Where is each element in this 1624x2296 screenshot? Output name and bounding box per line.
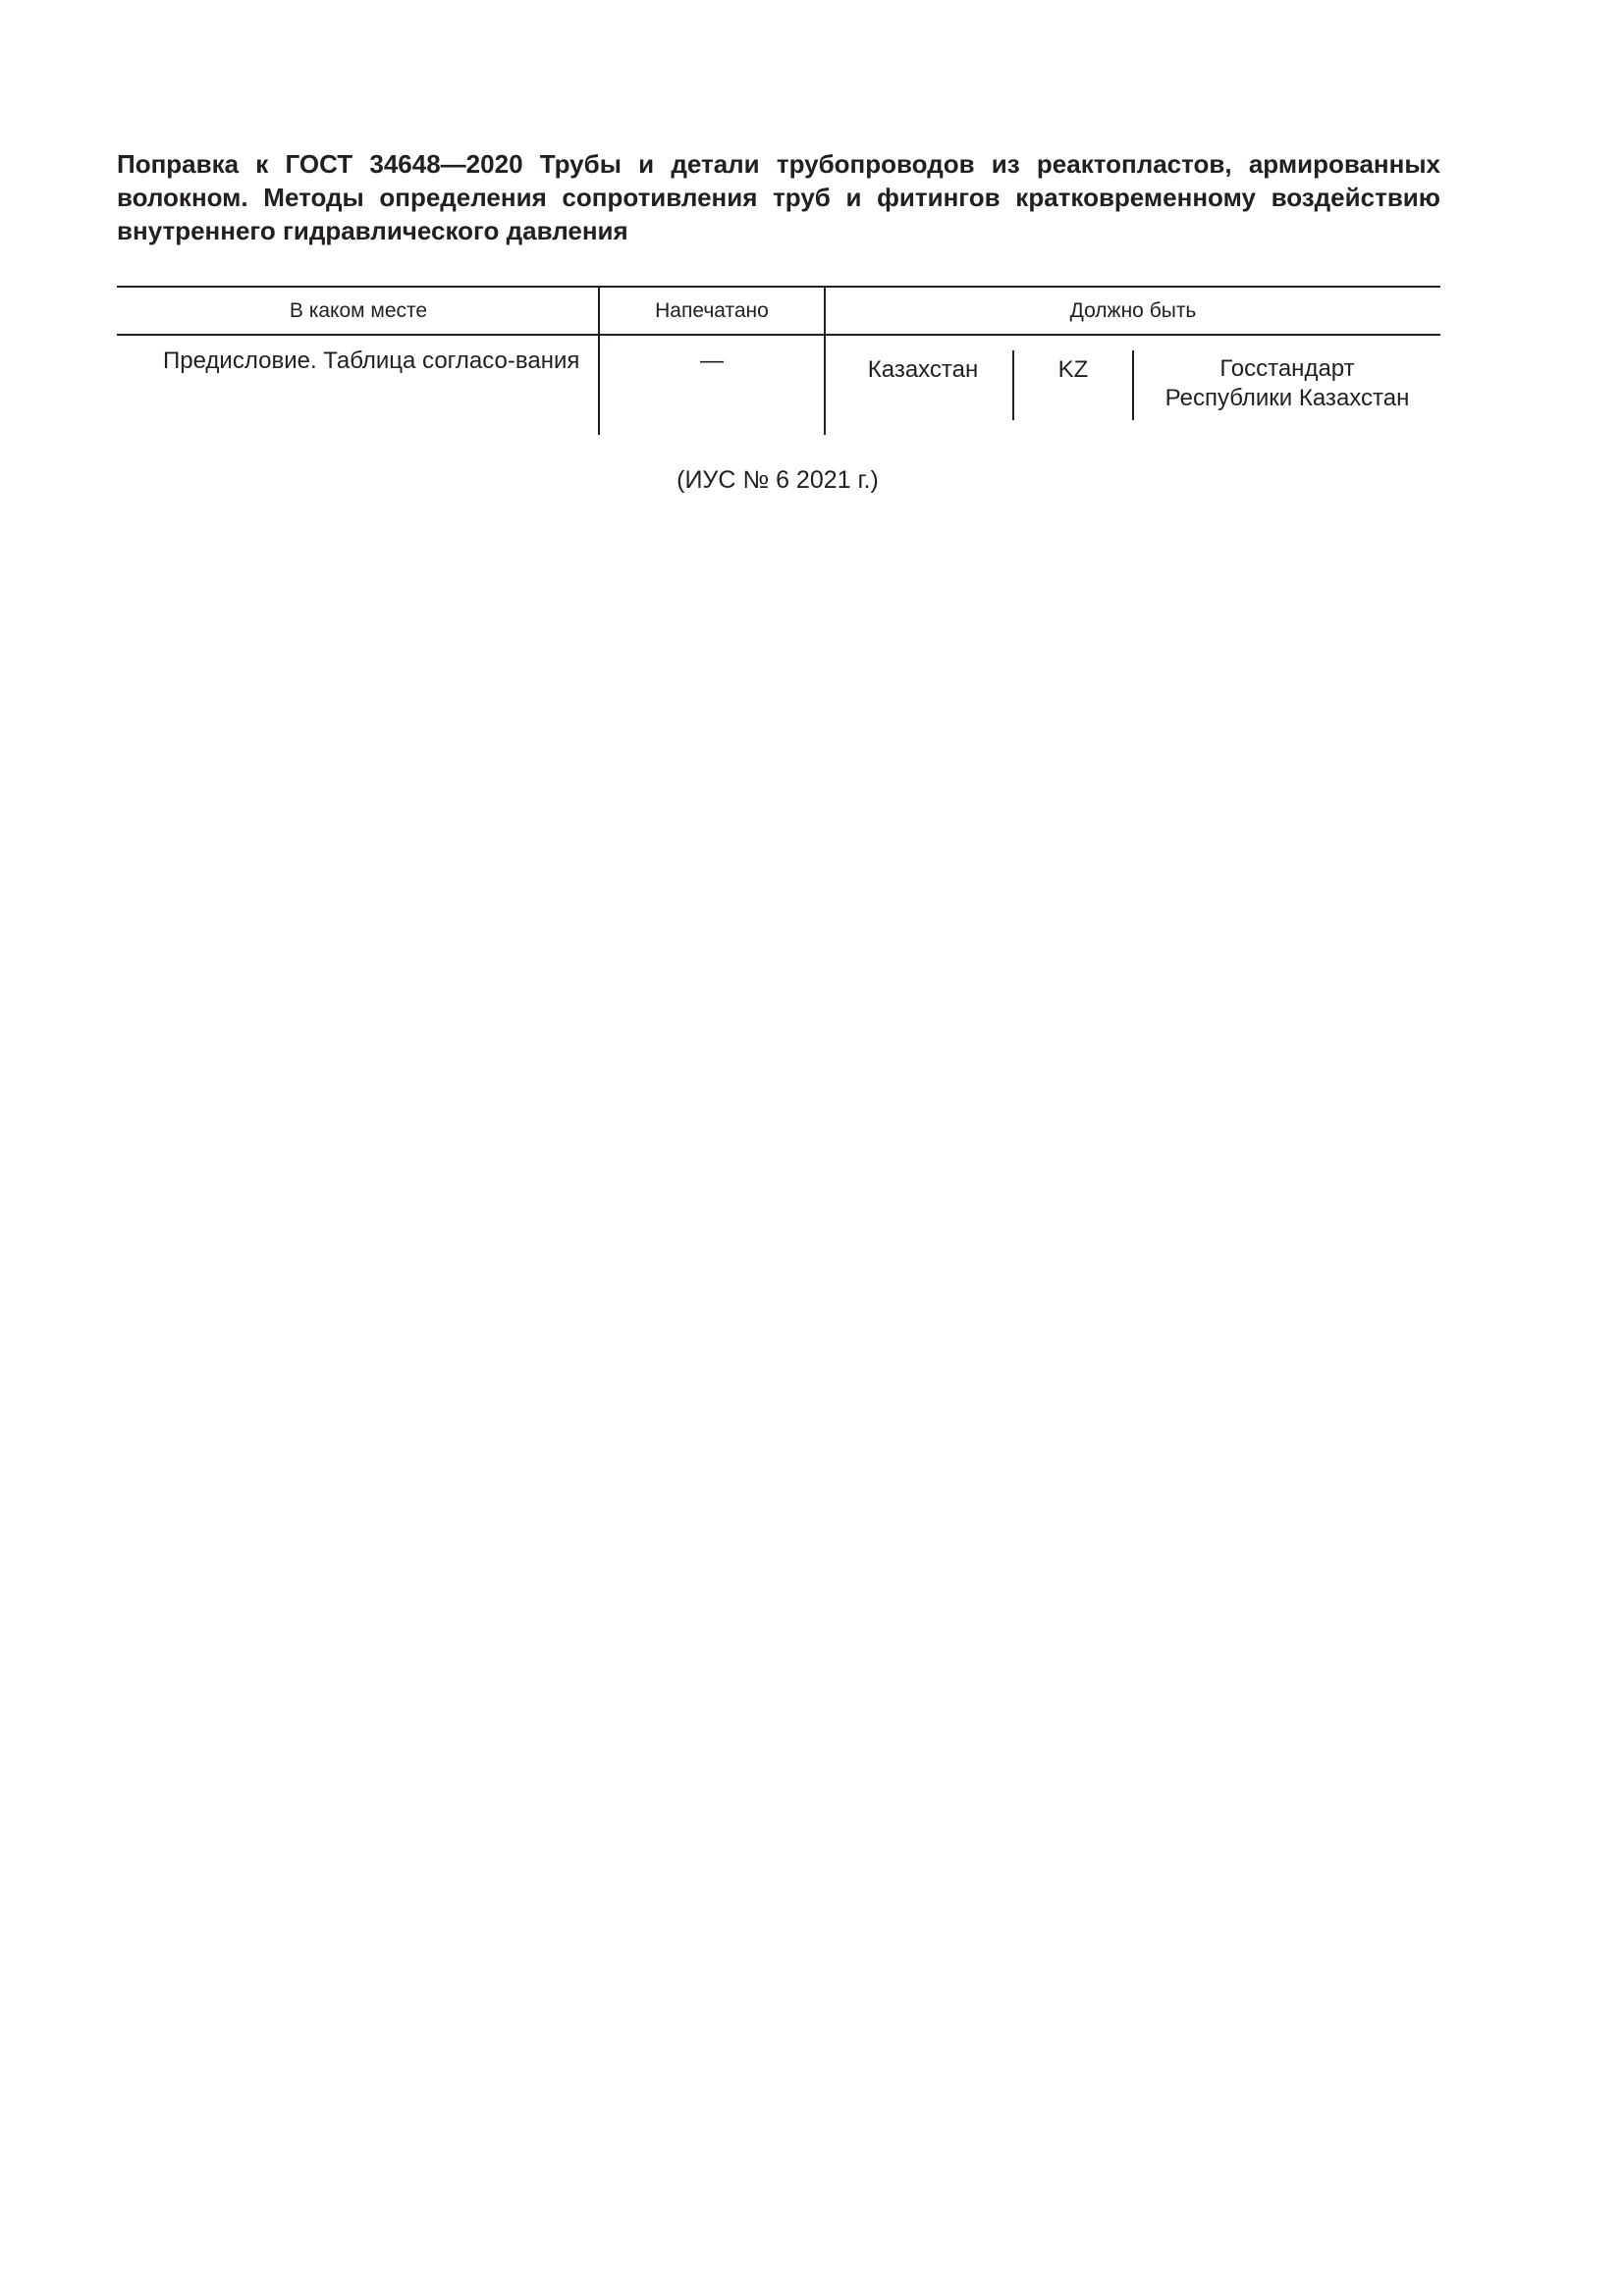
document-title-line-3: внутреннего гидравлического давления (117, 216, 628, 245)
table-header-rule (117, 334, 1440, 336)
should-be-code: KZ (1057, 356, 1089, 383)
header-where: В каком месте (289, 299, 428, 322)
document-title-line-2: волокном. Методы определения сопротивления труб и фитингов кратковременному воздействию (117, 183, 1440, 212)
should-be-organization (1134, 354, 1440, 413)
cell-where: Предисловие. Таблица согласо-вания (163, 347, 580, 374)
document-title (117, 147, 1440, 247)
source-reference: (ИУС № 6 2021 г.) (677, 466, 879, 494)
should-be-country: Казахстан (867, 356, 979, 383)
header-should-be: Должно быть (1069, 299, 1197, 322)
organization-line-1: Госстандарт (1219, 355, 1355, 382)
organization-line-2: Республики Казахстан (1164, 385, 1410, 411)
table-top-rule (117, 286, 1440, 288)
header-printed: Напечатано (655, 299, 769, 322)
document-title-line-1: Поправка к ГОСТ 34648—2020 Трубы и детали трубопроводов из реактопластов, армированных (117, 149, 1440, 179)
cell-printed: — (700, 347, 724, 374)
